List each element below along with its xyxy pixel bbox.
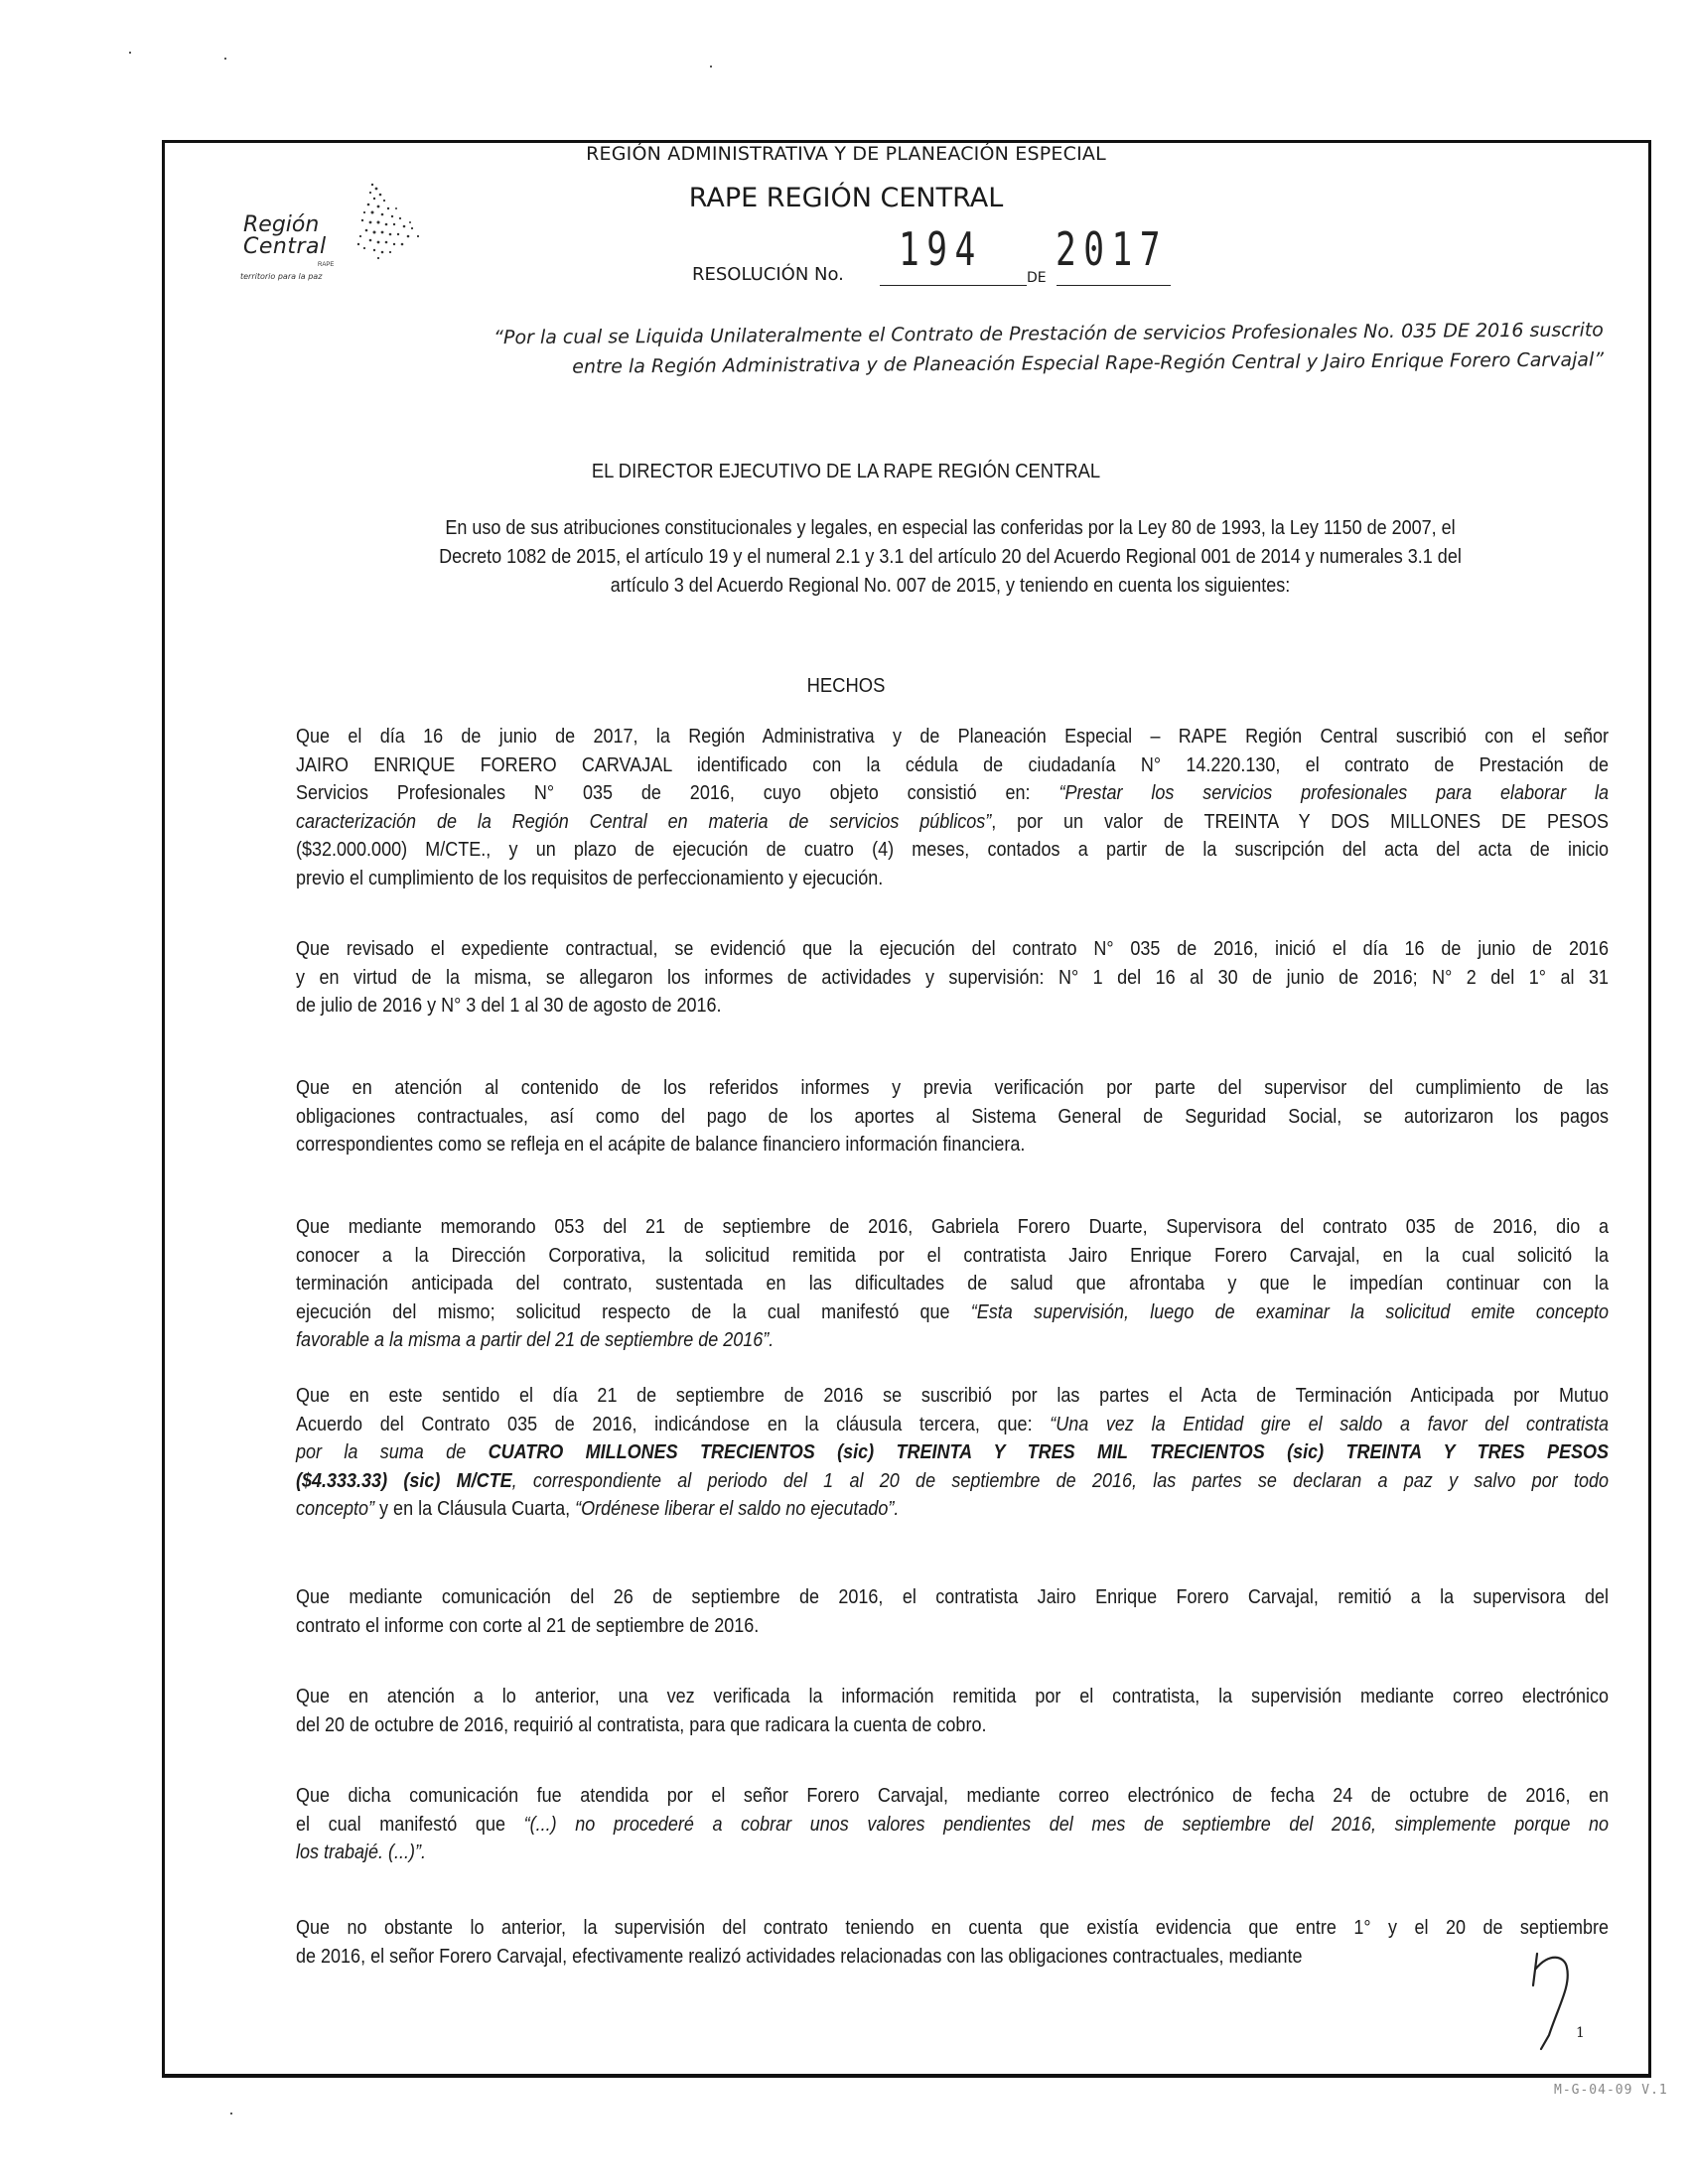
logo-tagline: territorio para la paz [240,272,323,281]
paragraph-line [296,1270,1609,1298]
scan-speck [710,66,712,68]
subject-line-1: “Por la cual se Liquida Unilateralmente el Contrato de Prestación de servicios Profesionales No. 035 DE 2016 suscrito [494,319,1604,349]
paragraph-line [296,935,1609,964]
scan-speck [224,58,226,60]
attributions-line-1: En uso de sus atribuciones constitucionales y legales, en especial las conferidas por la Ley 80 de 1993, la Ley 1150 de 2007, el [445,517,1456,539]
text-segment: y en virtud de la misma, se allegaron los informes de actividades y supervisión: N° 1 del 16 al 30 de junio de 2016; N° 2 del 1° al 31 [296,966,1609,989]
logo-small-text: RAPE [318,262,335,268]
paragraph-line [296,779,1609,808]
text-segment: el cual manifestó que [296,1813,524,1836]
text-segment: “Una vez la Entidad gire el saldo a favor del contratista [1050,1413,1609,1435]
text-segment: terminación anticipada del contrato, sustentada en las dificultades de salud que afrontaba y que le impedían continuar con la [296,1273,1609,1295]
hechos-paragraph [296,1213,1609,1355]
paragraph-line [296,1382,1609,1411]
text-segment: Que mediante comunicación del 26 de septiembre de 2016, el contratista Jairo Enrique Forero Carvajal, remitió a la supervisora del [296,1586,1609,1608]
paragraph-line [296,1943,1609,1972]
text-segment: “Esta supervisión, luego de examinar la solicitud emite concepto [970,1300,1609,1323]
text-segment: del 20 de octubre de 2016, requirió al contratista, para que radicara la cuenta de cobro. [296,1713,987,1736]
paragraph-line [296,1074,1609,1103]
text-segment: y en la Cláusula Cuarta, [374,1498,576,1520]
paragraph-line [296,1495,1609,1524]
paragraph-line [296,992,1609,1021]
hechos-paragraph [296,1074,1609,1160]
text-segment: , correspondiente al periodo del 1 al 20 de septiembre de 2016, las partes se declaran a paz y salvo por todo [511,1469,1609,1492]
paragraph-line [296,1438,1609,1467]
attributions-line-2: Decreto 1082 de 2015, el artículo 19 y el numeral 2.1 y 3.1 del artículo 20 del Acuerdo Regional 001 de 2014 y numerales 3.1 del [439,546,1462,568]
paragraph-line [296,1711,1609,1740]
hechos-paragraph [296,935,1609,1021]
text-segment: JAIRO ENRIQUE FORERO CARVAJAL identificado con la cédula de ciudadanía N° 14.220.130, el contrato de Prestación de [296,753,1609,776]
text-segment: los trabajé. (...)”. [296,1842,427,1863]
entity-line: REGIÓN ADMINISTRATIVA Y DE PLANEACIÓN ESPECIAL [586,143,1106,165]
section-title-hechos: HECHOS [806,675,886,697]
attributions-paragraph [296,514,1605,601]
paragraph-line [296,1298,1609,1327]
handwritten-initials [1519,1946,1609,2055]
text-segment: Que en atención a lo anterior, una vez verificada la información remitida por el contratista, la supervisión mediante correo electrónico [296,1686,1609,1707]
paragraph-line [296,836,1609,865]
hechos-paragraph [296,1914,1609,1971]
text-segment: Que no obstante lo anterior, la supervisión del contrato teniendo en cuenta que existía evidencia que entre 1° y el 20 de septiembre [296,1917,1609,1939]
resolution-year-line [1057,285,1171,286]
director-heading: EL DIRECTOR EJECUTIVO DE LA RAPE REGIÓN CENTRAL [591,461,1101,482]
paragraph-line [296,1411,1609,1439]
resolution-year: 2017 [1056,222,1169,276]
text-segment: conocer a la Dirección Corporativa, la solicitud remitida por el contratista Jairo Enrique Forero Carvajal, en la cual solicitó la [296,1244,1609,1267]
text-segment: concepto” [296,1498,375,1520]
text-segment: obligaciones contractuales, así como del pago de los aportes al Sistema General de Seguridad Social, se autorizaron los pagos [296,1105,1609,1128]
paragraph-line [296,1839,1609,1867]
paragraph-line [296,1103,1609,1132]
text-segment: ejecución del mismo; solicitud respecto de la cual manifestó que [296,1300,971,1323]
page-number: 1 [1576,2025,1585,2041]
paragraph-line [296,1811,1609,1840]
hechos-paragraph [296,723,1609,892]
text-segment: “(...) no procederé a cobrar unos valores pendientes del mes de septiembre del 2016, simplemente porque no [523,1813,1610,1836]
paragraph-line [296,808,1609,837]
scan-speck [129,52,131,54]
text-segment: “Prestar los servicios profesionales para elaborar la [1058,782,1610,804]
text-segment: contrato el informe con corte al 21 de septiembre de 2016. [296,1614,760,1637]
logo-text-line2: Central [243,234,327,259]
text-segment: de julio de 2016 y N° 3 del 1 al 30 de agosto de 2016. [296,995,722,1017]
text-segment: Que en atención al contenido de los referidos informes y previa verificación por parte del supervisor del cumplimiento de las [296,1077,1609,1099]
scan-speck [230,2113,232,2115]
text-segment: caracterización de la Región Central en materia de servicios públicos” [296,810,992,833]
paragraph-line [296,1683,1609,1711]
text-segment: Que revisado el expediente contractual, se evidenció que la ejecución del contrato N° 035 de 2016, inició el día 16 de junio de 2016 [296,938,1609,960]
text-segment: Acuerdo del Contrato 035 de 2016, indicándose en la cláusula tercera, que: [296,1413,1051,1435]
paragraph-line [296,1131,1609,1160]
resolution-label: RESOLUCIÓN No. [692,264,844,285]
paragraph-line [296,751,1609,780]
hechos-paragraph [296,1583,1609,1640]
paragraph-line [296,1213,1609,1242]
paragraph-line [296,1914,1609,1943]
entity-name: RAPE REGIÓN CENTRAL [688,183,1004,213]
text-segment: Que el día 16 de junio de 2017, la Región Administrativa y de Planeación Especial – RAPE Región Central suscribió con el señor [296,726,1609,748]
resolution-de-label: DE [1027,270,1047,286]
paragraph-line [296,865,1609,893]
attributions-line-3: artículo 3 del Acuerdo Regional No. 007 de 2015, y teniendo en cuenta los siguientes: [610,575,1291,597]
resolution-number-line [880,285,1027,286]
paragraph-line [296,1612,1609,1641]
text-segment: Que dicha comunicación fue atendida por el señor Forero Carvajal, mediante correo electrónico de fecha 24 de octubre de 2016, en [296,1785,1609,1807]
text-segment: favorable a la misma a partir del 21 de septiembre de 2016”. [296,1329,775,1351]
hechos-paragraph [296,1683,1609,1739]
paragraph-line [296,1326,1609,1355]
resolution-subject [298,315,1604,383]
resolution-number: 194 [899,222,983,276]
paragraph-line [296,1467,1609,1496]
text-segment: ($4.333.33) (sic) M/CTE [296,1469,512,1492]
paragraph-line [296,1242,1609,1271]
text-segment: correspondientes como se refleja en el acápite de balance financiero información financiera. [296,1134,1026,1156]
text-segment: , por un valor de TREINTA Y DOS MILLONES DE PESOS [991,810,1609,833]
paragraph-line [296,723,1609,751]
text-segment: ($32.000.000) M/CTE., y un plazo de ejecución de cuatro (4) meses, contados a partir de la suscripción del acta del acta de inicio [296,839,1609,861]
subject-line-2: entre la Región Administrativa y de Planeación Especial Rape-Región Central y Jairo Enrique Forero Carvajal” [572,348,1605,378]
text-segment: por la suma de [296,1441,489,1463]
text-segment: Servicios Profesionales N° 035 de 2016, cuyo objeto consistió en: [296,782,1059,804]
footer-document-code: M-G-04-09 V.1 [1554,2083,1668,2098]
hechos-paragraph [296,1382,1609,1524]
text-segment: CUATRO MILLONES TRECIENTOS (sic) TREINTA Y TRES MIL TRECIENTOS (sic) TREINTA Y TRES PESOS [488,1441,1609,1463]
text-segment: de 2016, el señor Forero Carvajal, efectivamente realizó actividades relacionadas con las obligaciones contractuales, mediante [296,1945,1303,1968]
text-segment: Que en este sentido el día 21 de septiembre de 2016 se suscribió por las partes el Acta de Terminación Anticipada por Mutuo [296,1385,1609,1407]
hechos-paragraph [296,1782,1609,1867]
logo-text-line1: Región [243,212,320,237]
paragraph-line [296,1583,1609,1612]
paragraph-line [296,964,1609,993]
paragraph-line [296,1782,1609,1811]
text-segment: previo el cumplimiento de los requisitos de perfeccionamiento y ejecución. [296,867,884,889]
text-segment: Que mediante memorando 053 del 21 de septiembre de 2016, Gabriela Forero Duarte, Supervisora del contrato 035 de 2016, dio a [296,1216,1609,1238]
text-segment: “Ordénese liberar el saldo no ejecutado”. [575,1498,900,1520]
